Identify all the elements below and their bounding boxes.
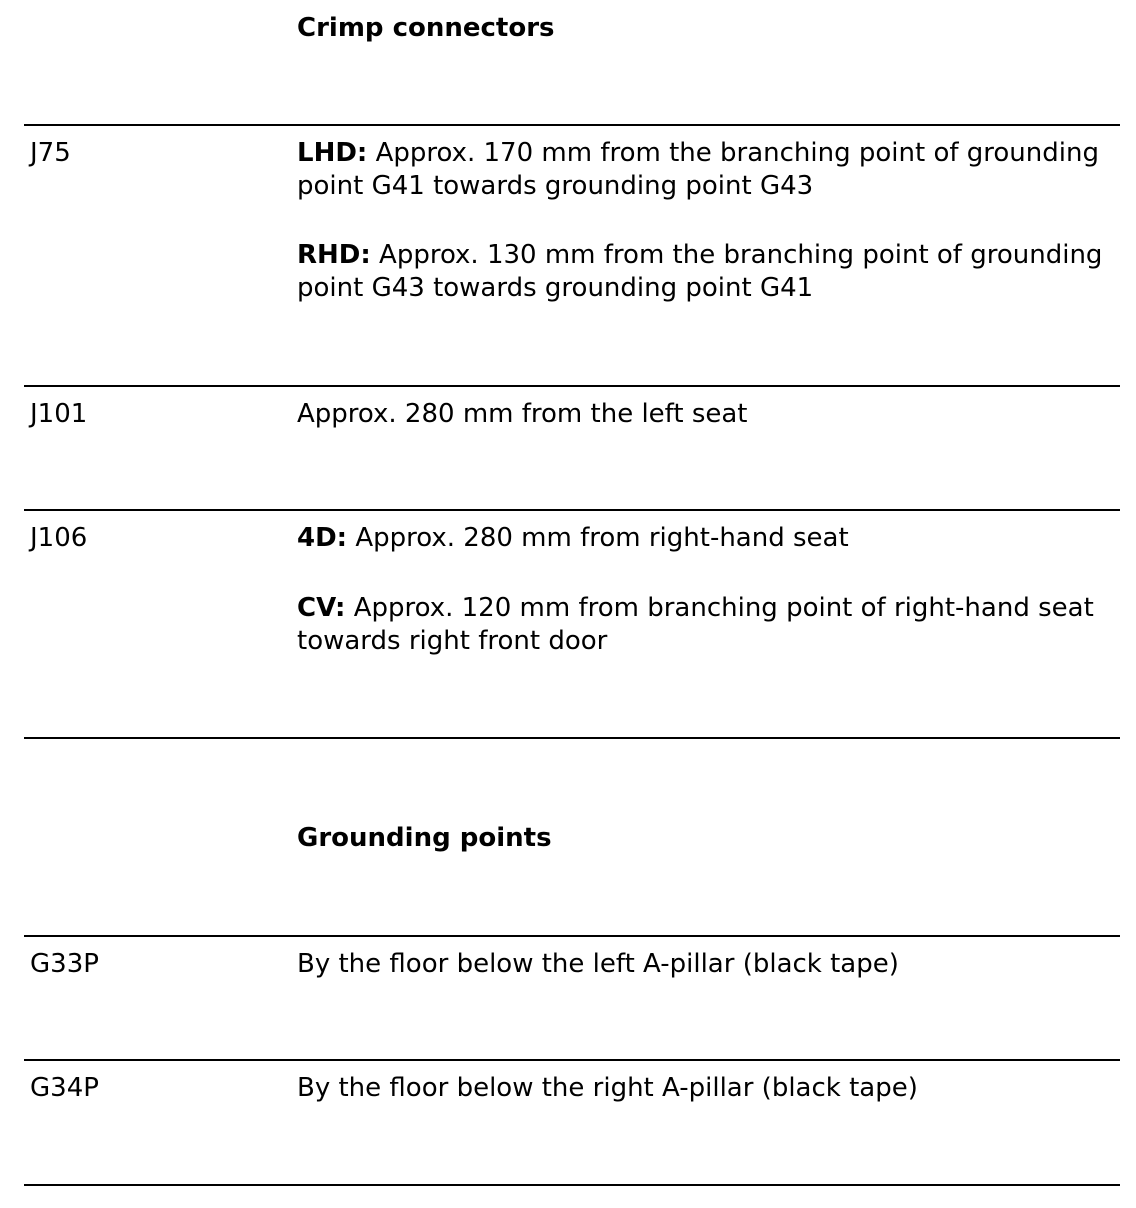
location-text: Approx. 120 mm from branching point of right-hand seat towards right front door xyxy=(297,593,1094,656)
table-rule xyxy=(24,1059,1120,1061)
table-rule xyxy=(24,935,1120,937)
location-label: 4D: xyxy=(297,523,348,553)
table-rule xyxy=(24,509,1120,511)
location-text: Approx. 130 mm from the branching point of grounding point G43 towards grounding point G41 xyxy=(297,240,1103,303)
connector-code: J106 xyxy=(30,523,88,553)
location-text: Approx. 280 mm from the left seat xyxy=(297,399,748,429)
location-paragraph-cv xyxy=(297,592,1107,658)
location-paragraph-lhd xyxy=(297,137,1107,203)
grounding-code: G34P xyxy=(30,1073,99,1103)
location-paragraph-4d xyxy=(297,522,1107,555)
location-paragraph xyxy=(297,1072,1107,1105)
location-paragraph xyxy=(297,398,1107,431)
section-heading-crimp-connectors: Crimp connectors xyxy=(297,13,555,43)
location-text: Approx. 280 mm from right-hand seat xyxy=(347,523,849,553)
location-text: By the floor below the right A-pillar (black tape) xyxy=(297,1073,918,1103)
table-rule xyxy=(24,1184,1120,1186)
location-text: By the floor below the left A-pillar (black tape) xyxy=(297,949,899,979)
location-label: LHD: xyxy=(297,138,368,168)
location-paragraph xyxy=(297,948,1107,981)
location-text: Approx. 170 mm from the branching point of grounding point G41 towards grounding point G43 xyxy=(297,138,1099,201)
location-paragraph-rhd xyxy=(297,239,1107,305)
location-label: CV: xyxy=(297,593,346,623)
grounding-code: G33P xyxy=(30,949,99,979)
table-rule xyxy=(24,124,1120,126)
section-heading-grounding-points: Grounding points xyxy=(297,823,552,853)
location-label: RHD: xyxy=(297,240,371,270)
table-rule xyxy=(24,385,1120,387)
table-rule xyxy=(24,737,1120,739)
connector-code: J75 xyxy=(30,138,71,168)
connector-code: J101 xyxy=(30,399,88,429)
